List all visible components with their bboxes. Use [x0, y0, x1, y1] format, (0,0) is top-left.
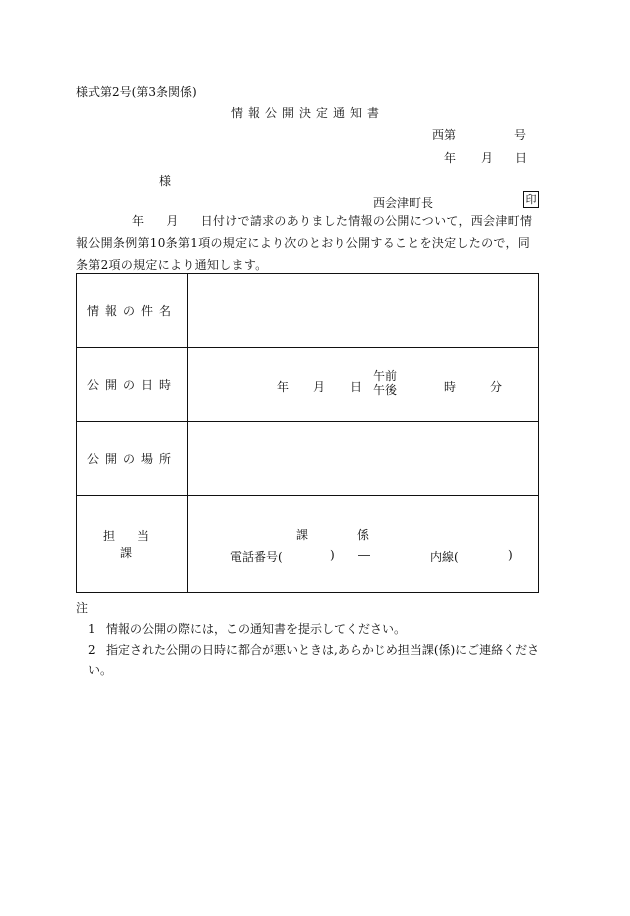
datetime-hour: 時 [444, 380, 457, 394]
am-label: 午前 [373, 369, 398, 383]
intro-paragraph [76, 210, 542, 276]
note-number: 2 [88, 643, 96, 657]
reference-suffix: 号 [514, 128, 527, 142]
datetime-day: 日 [350, 380, 363, 394]
table-row [77, 496, 539, 593]
label-place: 公開の場所 [77, 422, 188, 496]
notes-heading: 注 [76, 601, 89, 615]
note-text: 指定された公開の日時に都合が悪いときは,あらかじめ担当課(係)にご連絡ください。 [88, 643, 540, 677]
seal-mark: 印 [523, 191, 539, 208]
datetime-minute: 分 [490, 380, 503, 394]
issue-date-month: 月 [481, 151, 494, 165]
table-row [77, 422, 539, 496]
label-datetime: 公開の日時 [77, 348, 188, 422]
table-row [77, 348, 539, 422]
phone-close: ) [330, 548, 335, 562]
reference-number [432, 126, 527, 143]
extension-label: 内線( [430, 550, 459, 564]
datetime-year: 年 [277, 380, 290, 394]
field-department [188, 496, 539, 593]
extension-close: ) [508, 548, 513, 562]
intro-month: 月 [166, 214, 179, 228]
form-number: 様式第2号(第3条関係) [76, 85, 197, 99]
phone-dash: ― [358, 548, 370, 562]
document-title: 情報公開決定通知書 [231, 106, 385, 120]
field-subject [188, 274, 539, 348]
intro-text: 日付けで請求のありました情報の公開について，西会津町情報公開条例第10条第1項の規定により次のとおり公開することを決定したので，同条第2項の規定により通知します。 [76, 214, 533, 272]
issue-date-year: 年 [444, 151, 457, 165]
dept-ka: 課 [296, 528, 309, 542]
reference-prefix: 西第 [432, 128, 457, 142]
datetime-month: 月 [313, 380, 326, 394]
note-item [88, 640, 548, 680]
addressee-suffix: 様 [159, 174, 172, 188]
dept-kakari: 係 [357, 528, 370, 542]
field-place [188, 422, 539, 496]
note-item [88, 619, 548, 639]
note-text: 情報の公開の際には，この通知書を提示してください。 [106, 622, 407, 636]
am-pm-options [373, 369, 397, 397]
phone-label: 電話番号( [230, 550, 283, 564]
issue-date-day: 日 [515, 151, 528, 165]
sender-name: 西会津町長 [373, 196, 434, 210]
field-datetime [188, 348, 539, 422]
notice-table [76, 273, 539, 593]
note-number: 1 [88, 622, 96, 636]
pm-label: 午後 [373, 383, 398, 397]
table-row [77, 274, 539, 348]
label-department: 担当課 [77, 496, 188, 593]
intro-year: 年 [132, 214, 145, 228]
label-subject: 情報の件名 [77, 274, 188, 348]
